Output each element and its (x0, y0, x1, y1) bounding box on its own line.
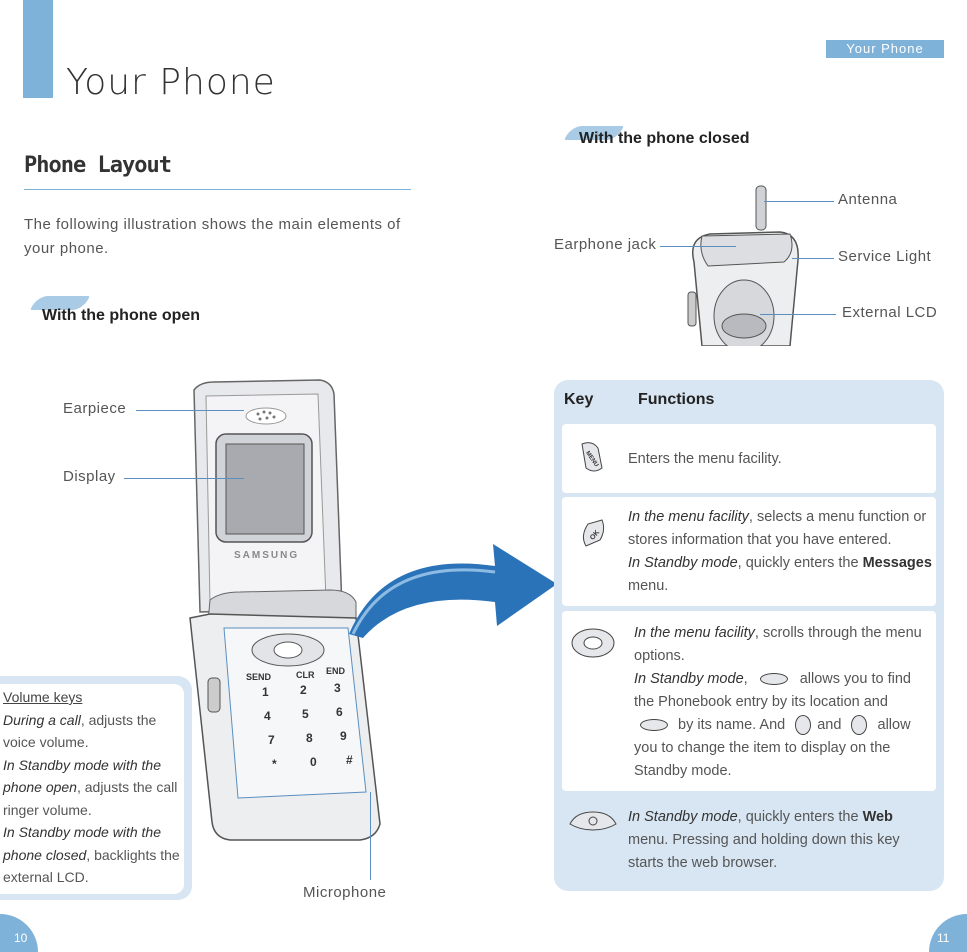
display-label: Display (63, 468, 116, 485)
row-text: , quickly enters the (737, 555, 863, 571)
brand-label: SAMSUNG (234, 550, 300, 561)
external-lcd-label: External LCD (842, 304, 938, 321)
row-text: menu. Pressing and holding down this key starts the web browser. (628, 832, 900, 871)
svg-text:3: 3 (334, 681, 341, 695)
svg-text:9: 9 (340, 729, 347, 743)
page-number-left-text: 10 (14, 931, 28, 945)
page-number-right-text: 11 (937, 931, 950, 945)
key-row-text (634, 622, 930, 783)
menu-key-icon (578, 440, 606, 474)
row-text: and (817, 717, 842, 733)
web-label: Web (862, 809, 893, 825)
svg-text:1: 1 (262, 685, 269, 699)
key-row-text: Enters the menu facility. (628, 451, 782, 467)
callout-line (660, 246, 736, 247)
section-heading: Phone Layout (24, 153, 171, 178)
up-key-icon (760, 673, 788, 685)
svg-text:7: 7 (268, 733, 275, 747)
web-key-icon (566, 808, 620, 832)
down-key-icon (640, 719, 668, 731)
left-key-icon (795, 715, 811, 735)
row-text: by its name. And (678, 717, 786, 733)
earphone-jack-label: Earphone jack (554, 236, 657, 253)
page-number-right (929, 914, 967, 952)
right-key-icon (851, 715, 867, 735)
row-text: , (743, 671, 748, 687)
section-tab: Your Phone (826, 40, 944, 58)
volume-p1-text: , adjusts the voice volume. (3, 711, 157, 750)
row-em: In Standby mode (634, 671, 744, 687)
row-text: , quickly enters the (737, 809, 863, 825)
row-text: menu. (628, 578, 669, 594)
closed-subheading: With the phone closed (579, 130, 750, 147)
row-em: In the menu facility (628, 509, 749, 525)
svg-text:2: 2 (300, 683, 307, 697)
svg-text:5: 5 (302, 707, 309, 721)
svg-text:6: 6 (336, 705, 343, 719)
callout-line (370, 792, 371, 880)
column-header-key: Key (564, 391, 594, 408)
volume-p2-em: In Standby mode with the phone open (3, 756, 161, 795)
svg-text:END: END (326, 666, 346, 676)
svg-text:*: * (272, 757, 277, 771)
volume-p1-em: During a call (3, 711, 81, 728)
row-text: , selects a menu function or stores information that you have entered. (628, 509, 927, 548)
row-text: , scrolls through the menu options. (634, 625, 922, 664)
volume-p3-em: In Standby mode with the phone closed (3, 824, 161, 863)
messages-label: Messages (862, 555, 932, 571)
volume-keys-title: Volume keys (3, 689, 83, 705)
volume-keys-text (3, 686, 183, 889)
svg-text:4: 4 (264, 709, 271, 723)
svg-text:SEND: SEND (246, 672, 272, 682)
key-row-text (628, 506, 934, 598)
arrow-icon (345, 530, 565, 640)
svg-text:8: 8 (306, 731, 313, 745)
row-text: allow you to change the item to display on the Standby mode. (634, 717, 911, 779)
closed-phone-illustration (680, 182, 810, 346)
volume-p3-text: , backlights the external LCD. (3, 846, 180, 885)
ok-key-label: OK (589, 529, 602, 542)
microphone-label: Microphone (303, 884, 387, 901)
navigation-key-icon (570, 626, 616, 660)
volume-p2-text: , adjusts the call ringer volume. (3, 779, 178, 818)
title-accent-bar (23, 0, 53, 98)
earpiece-label: Earpiece (63, 400, 127, 417)
page-number-left (0, 914, 38, 952)
callout-line (792, 258, 834, 259)
page-title: Your Phone (66, 62, 276, 103)
menu-key-label: MENU (584, 450, 600, 469)
ok-key-icon (578, 516, 608, 550)
svg-text:0: 0 (310, 755, 317, 769)
key-row-text (628, 806, 928, 875)
callout-line (760, 314, 836, 315)
row-text: allows you to find the Phonebook entry by its location and (634, 671, 911, 710)
callout-line (136, 410, 244, 411)
column-header-functions: Functions (638, 391, 715, 408)
intro-text: The following illustration shows the main elements of your phone. (24, 216, 401, 257)
callout-line (764, 201, 834, 202)
row-em: In Standby mode (628, 809, 738, 825)
open-subheading: With the phone open (42, 307, 201, 324)
row-em: In Standby mode (628, 555, 738, 571)
antenna-label: Antenna (838, 191, 898, 208)
callout-line (124, 478, 244, 479)
svg-text:CLR: CLR (296, 670, 315, 680)
row-em: In the menu facility (634, 625, 755, 641)
heading-rule (24, 189, 411, 190)
service-light-label: Service Light (838, 248, 932, 265)
svg-text:#: # (346, 753, 353, 767)
